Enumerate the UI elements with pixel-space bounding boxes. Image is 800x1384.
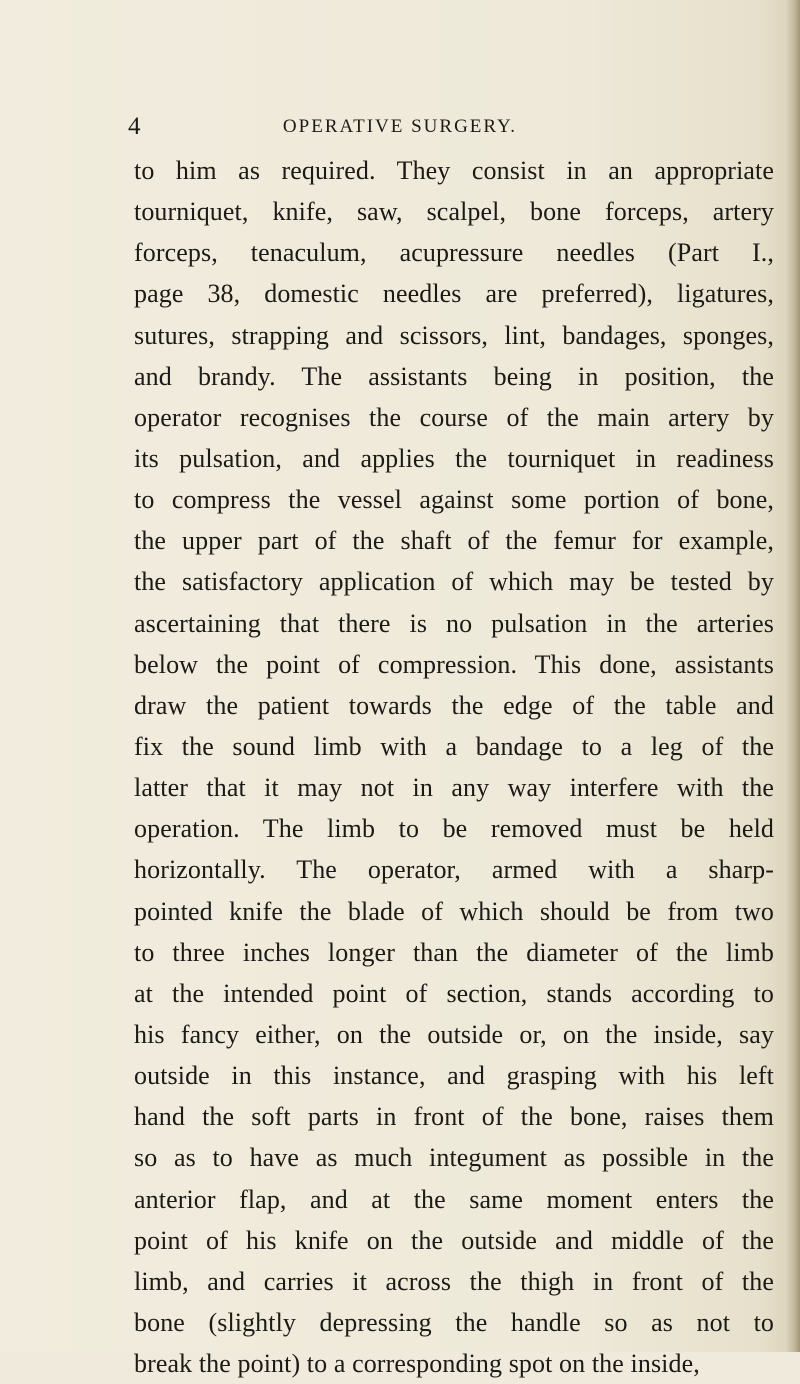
text-line: bone (slightly depressing the handle so as not to	[134, 1307, 774, 1337]
text-line: anterior flap, and at the same moment enters the	[134, 1184, 774, 1214]
text-line: draw the patient towards the edge of the table and	[134, 690, 774, 720]
text-line: so as to have as much integument as possible in the	[134, 1143, 774, 1173]
page-header	[0, 112, 800, 142]
text-line: horizontally. The operator, armed with a sharp-	[134, 855, 774, 885]
text-line: the upper part of the shaft of the femur for example,	[134, 526, 774, 556]
text-line: the satisfactory application of which may be tested by	[134, 567, 774, 597]
text-line: operation. The limb to be removed must be held	[134, 814, 774, 844]
text-line: point of his knife on the outside and middle of the	[134, 1225, 774, 1255]
text-line: fix the sound limb with a bandage to a leg of the	[134, 731, 774, 761]
text-line: page 38, domestic needles are preferred), ligatures,	[134, 279, 774, 309]
text-line: pointed knife the blade of which should be from two	[134, 896, 774, 926]
body-text	[134, 150, 774, 1384]
text-line: below the point of compression. This done, assistants	[134, 649, 774, 679]
text-line: its pulsation, and applies the tourniquet in readiness	[134, 443, 774, 473]
text-line: operator recognises the course of the main artery by	[134, 402, 774, 432]
text-line: ascertaining that there is no pulsation in the arteries	[134, 608, 774, 638]
text-line: sutures, strapping and scissors, lint, bandages, sponges,	[134, 320, 774, 350]
text-line: and brandy. The assistants being in position, the	[134, 361, 774, 391]
text-line: at the intended point of section, stands according to	[134, 978, 774, 1008]
text-line: to three inches longer than the diameter of the limb	[134, 937, 774, 967]
text-line: outside in this instance, and grasping with his left	[134, 1061, 774, 1091]
page-edge-shadow	[786, 0, 800, 1352]
text-line: hand the soft parts in front of the bone, raises them	[134, 1102, 774, 1132]
text-line: forceps, tenaculum, acupressure needles (Part I.,	[134, 238, 774, 268]
text-line: latter that it may not in any way interfere with the	[134, 773, 774, 803]
text-line: to him as required. They consist in an appropriate	[134, 156, 774, 185]
text-line: tourniquet, knife, saw, scalpel, bone forceps, artery	[134, 197, 774, 227]
running-head: OPERATIVE SURGERY.	[282, 116, 518, 137]
text-line: limb, and carries it across the thigh in front of the	[134, 1266, 774, 1296]
text-line: break the point) to a corresponding spot on the inside,	[134, 1349, 700, 1379]
text-line: his fancy either, on the outside or, on the inside, say	[134, 1019, 774, 1049]
page-number: 4	[128, 113, 141, 140]
text-line: to compress the vessel against some portion of bone,	[134, 485, 774, 515]
